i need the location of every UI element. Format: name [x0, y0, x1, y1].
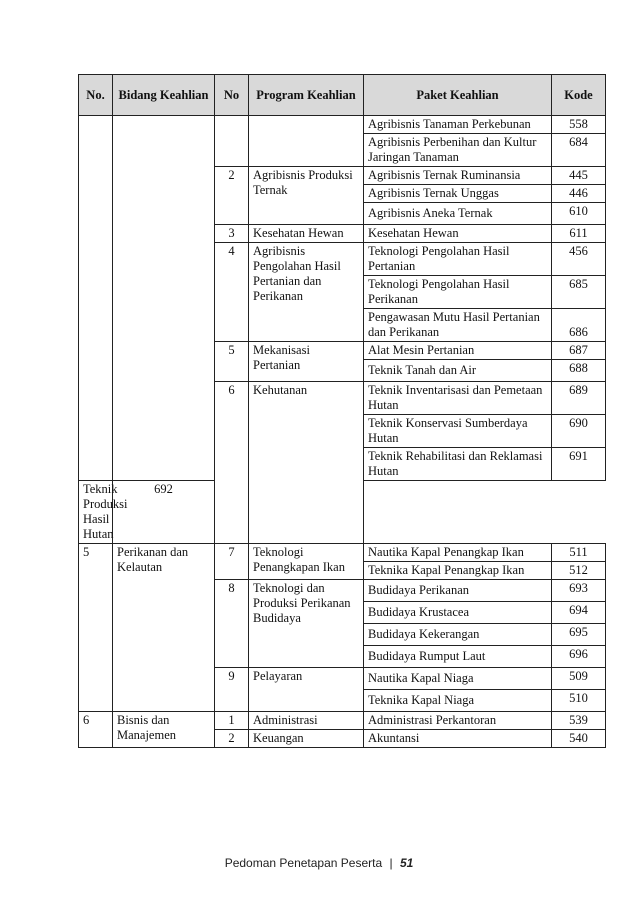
paket-cell: Agribisnis Aneka Ternak: [364, 203, 552, 225]
paket-cell: Budidaya Kekerangan: [364, 624, 552, 646]
program-cell: Administrasi: [249, 712, 364, 730]
paket-cell: Agribisnis Ternak Unggas: [364, 185, 552, 203]
program-no-cell: 7: [215, 544, 249, 580]
program-no-cell: 3: [215, 225, 249, 243]
paket-cell: Teknologi Pengolahan Hasil Pertanian: [364, 243, 552, 276]
kode-cell: 511: [552, 544, 606, 562]
paket-cell: Agribisnis Perbenihan dan Kultur Jaringan Tanaman: [364, 134, 552, 167]
bidang-cell: [113, 116, 215, 481]
page-number: 51: [399, 856, 414, 870]
paket-cell: Teknik Tanah dan Air: [364, 360, 552, 382]
program-cell: Agribisnis Pengolahan Hasil Pertanian dan Perikanan: [249, 243, 364, 342]
paket-cell: Teknik Inventarisasi dan Pemetaan Hutan: [364, 382, 552, 415]
paket-cell: Agribisnis Tanaman Perkebunan: [364, 116, 552, 134]
paket-cell: Agribisnis Ternak Ruminansia: [364, 167, 552, 185]
program-cell: Teknologi Penangkapan Ikan: [249, 544, 364, 580]
header-bidang: Bidang Keahlian: [113, 75, 215, 116]
competency-table: [78, 74, 606, 748]
kode-cell: 509: [552, 668, 606, 690]
footer-title: Pedoman Penetapan Peserta: [224, 856, 383, 870]
kode-cell: 694: [552, 602, 606, 624]
program-cell: [249, 116, 364, 167]
program-no-cell: 5: [215, 342, 249, 382]
paket-cell: Kesehatan Hewan: [364, 225, 552, 243]
header-no2: No: [215, 75, 249, 116]
kode-cell: 558: [552, 116, 606, 134]
header-row: [79, 75, 606, 116]
program-no-cell: 1: [215, 712, 249, 730]
program-cell: Kehutanan: [249, 382, 364, 544]
program-no-cell: 2: [215, 730, 249, 748]
program-no-cell: [215, 116, 249, 167]
paket-cell: Teknika Kapal Niaga: [364, 690, 552, 712]
kode-cell: 610: [552, 203, 606, 225]
paket-cell: Budidaya Krustacea: [364, 602, 552, 624]
kode-cell: 539: [552, 712, 606, 730]
bidang-cell: Perikanan dan Kelautan: [113, 544, 215, 712]
paket-cell: Alat Mesin Pertanian: [364, 342, 552, 360]
kode-cell: 445: [552, 167, 606, 185]
program-no-cell: 9: [215, 668, 249, 712]
program-no-cell: 6: [215, 382, 249, 544]
kode-cell: 512: [552, 562, 606, 580]
program-no-cell: 8: [215, 580, 249, 668]
header-no: No.: [79, 75, 113, 116]
paket-cell: Teknologi Pengolahan Hasil Perikanan: [364, 276, 552, 309]
header-paket: Paket Keahlian: [364, 75, 552, 116]
paket-cell: Teknik Rehabilitasi dan Reklamasi Hutan: [364, 448, 552, 481]
kode-cell: 695: [552, 624, 606, 646]
kode-cell: 611: [552, 225, 606, 243]
kode-cell: 456: [552, 243, 606, 276]
paket-cell: Budidaya Rumput Laut: [364, 646, 552, 668]
program-no-cell: 2: [215, 167, 249, 225]
bidang-no-cell: [79, 116, 113, 481]
page-footer: [0, 856, 638, 870]
header-program: Program Keahlian: [249, 75, 364, 116]
kode-cell: 689: [552, 382, 606, 415]
table-row: [79, 712, 606, 730]
kode-cell: 687: [552, 342, 606, 360]
paket-cell: Pengawasan Mutu Hasil Pertanian dan Perikanan: [364, 309, 552, 342]
paket-cell: Teknika Kapal Penangkap Ikan: [364, 562, 552, 580]
kode-cell: 446: [552, 185, 606, 203]
bidang-no-cell: 6: [79, 712, 113, 748]
program-cell: Agribisnis Produksi Ternak: [249, 167, 364, 225]
paket-cell: Budidaya Perikanan: [364, 580, 552, 602]
table-row: [79, 544, 606, 562]
program-cell: Kesehatan Hewan: [249, 225, 364, 243]
footer-separator: |: [389, 856, 393, 870]
kode-cell: 510: [552, 690, 606, 712]
kode-cell: 690: [552, 415, 606, 448]
kode-cell: 685: [552, 276, 606, 309]
kode-cell: 693: [552, 580, 606, 602]
kode-cell: 684: [552, 134, 606, 167]
kode-cell: 692: [113, 481, 215, 544]
paket-cell: Nautika Kapal Penangkap Ikan: [364, 544, 552, 562]
program-cell: Keuangan: [249, 730, 364, 748]
paket-cell: Akuntansi: [364, 730, 552, 748]
kode-cell: 691: [552, 448, 606, 481]
paket-cell: Teknik Konservasi Sumberdaya Hutan: [364, 415, 552, 448]
program-no-cell: 4: [215, 243, 249, 342]
bidang-no-cell: 5: [79, 544, 113, 712]
kode-cell: 688: [552, 360, 606, 382]
kode-cell: 540: [552, 730, 606, 748]
kode-cell: 686: [552, 309, 606, 342]
kode-cell: 696: [552, 646, 606, 668]
paket-cell: Teknik Produksi Hasil Hutan: [79, 481, 113, 544]
program-cell: Pelayaran: [249, 668, 364, 712]
header-kode: Kode: [552, 75, 606, 116]
table-row: [79, 116, 606, 134]
program-cell: Mekanisasi Pertanian: [249, 342, 364, 382]
paket-cell: Administrasi Perkantoran: [364, 712, 552, 730]
program-cell: Teknologi dan Produksi Perikanan Budidaya: [249, 580, 364, 668]
paket-cell: Nautika Kapal Niaga: [364, 668, 552, 690]
bidang-cell: Bisnis dan Manajemen: [113, 712, 215, 748]
